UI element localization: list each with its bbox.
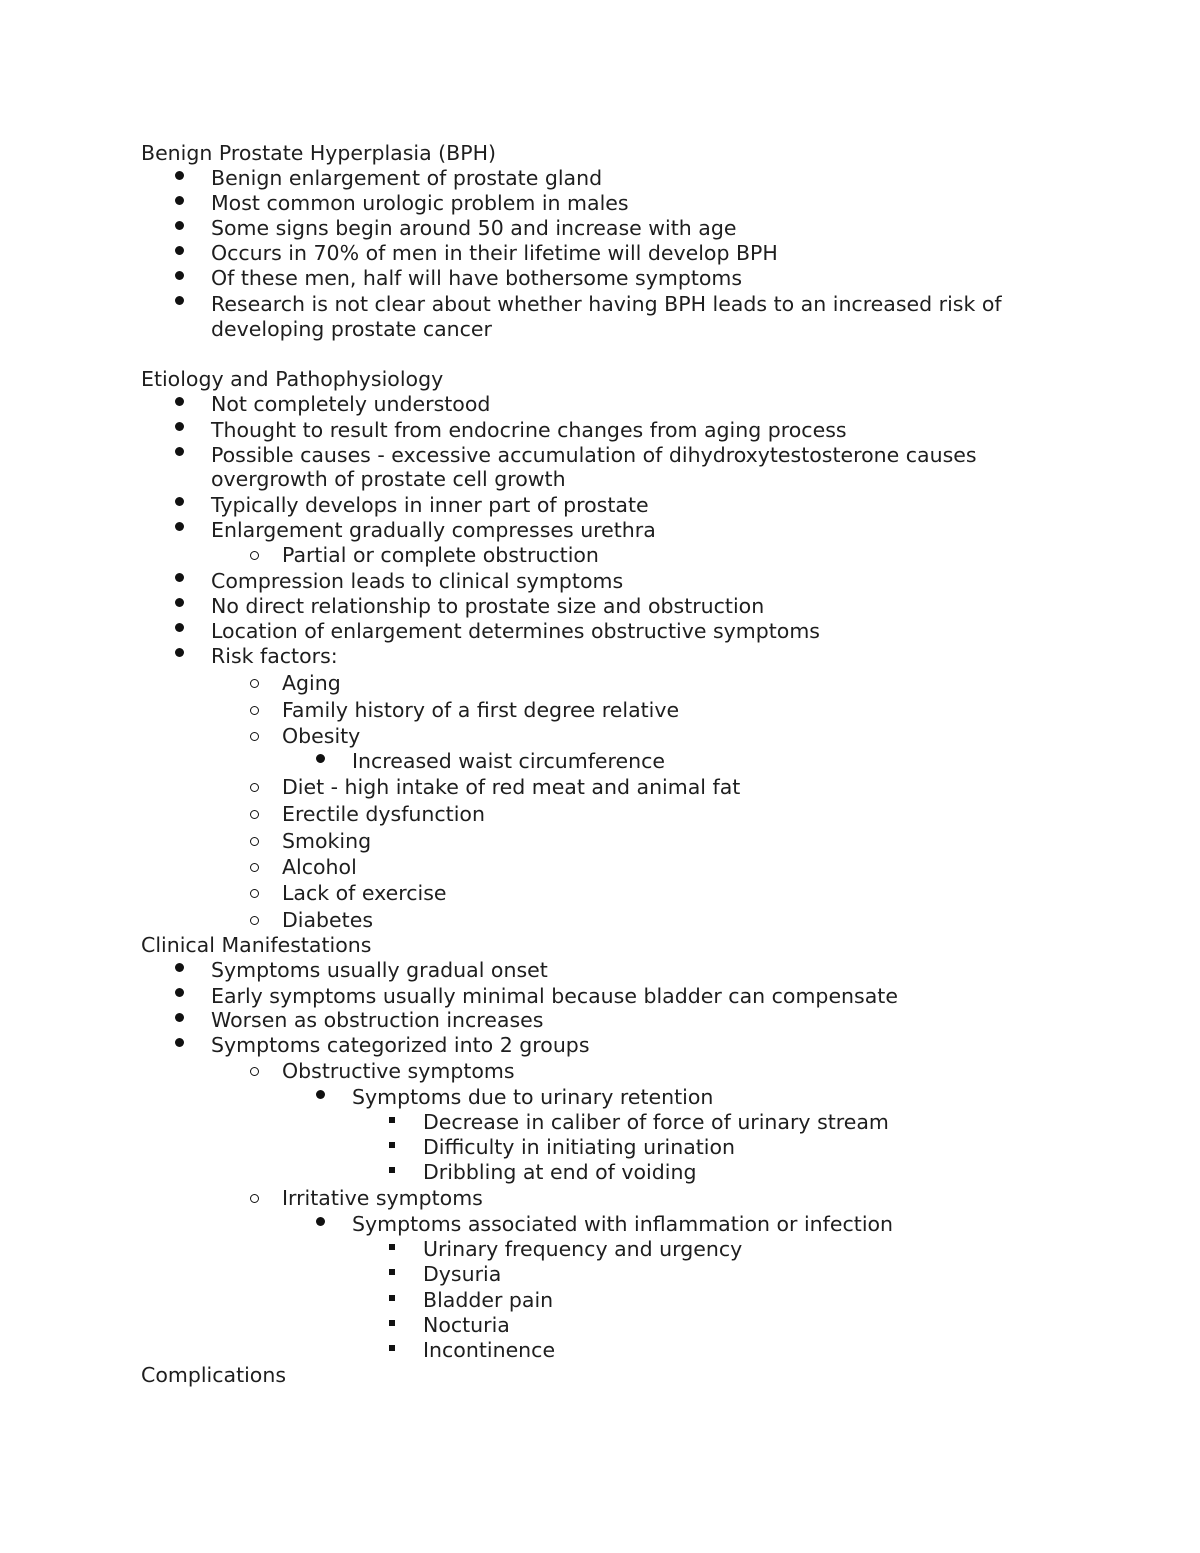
bullet-disc bbox=[175, 422, 184, 431]
bullet-disc bbox=[175, 246, 184, 255]
section-heading-etiology: Etiology and Pathophysiology bbox=[141, 367, 444, 391]
bullet-disc bbox=[175, 623, 184, 632]
list-item: Incontinence bbox=[423, 1338, 556, 1362]
bullet-circle bbox=[250, 810, 259, 819]
bullet-circle bbox=[250, 863, 259, 872]
list-item: Location of enlargement determines obstructive symptoms bbox=[211, 619, 820, 643]
section-heading-clinical: Clinical Manifestations bbox=[141, 933, 372, 957]
list-item: Diet - high intake of red meat and animal fat bbox=[282, 775, 741, 799]
list-item: Compression leads to clinical symptoms bbox=[211, 569, 624, 593]
list-item: Thought to result from endocrine changes from aging process bbox=[211, 418, 847, 442]
bullet-disc bbox=[175, 171, 184, 180]
list-item: Increased waist circumference bbox=[352, 749, 666, 773]
list-item: Obesity bbox=[282, 724, 361, 748]
bullet-disc bbox=[175, 963, 184, 972]
list-item: Enlargement gradually compresses urethra bbox=[211, 518, 656, 542]
bullet-circle bbox=[250, 706, 259, 715]
list-item: Research is not clear about whether having BPH leads to an increased risk of bbox=[211, 292, 1002, 316]
list-item-continuation: overgrowth of prostate cell growth bbox=[211, 467, 566, 491]
list-item: Early symptoms usually minimal because bladder can compensate bbox=[211, 984, 898, 1008]
bullet-square bbox=[389, 1167, 395, 1173]
bullet-disc bbox=[175, 598, 184, 607]
list-item: Risk factors: bbox=[211, 644, 338, 668]
bullet-disc bbox=[316, 754, 325, 763]
bullet-disc bbox=[175, 1013, 184, 1022]
bullet-circle bbox=[250, 1067, 259, 1076]
bullet-square bbox=[389, 1117, 395, 1123]
bullet-square bbox=[389, 1244, 395, 1250]
bullet-disc bbox=[175, 522, 184, 531]
bullet-circle bbox=[250, 1194, 259, 1203]
bullet-disc bbox=[175, 447, 184, 456]
list-item: Of these men, half will have bothersome symptoms bbox=[211, 266, 743, 290]
list-item: Decrease in caliber of force of urinary stream bbox=[423, 1110, 889, 1134]
bullet-disc bbox=[175, 988, 184, 997]
bullet-circle bbox=[250, 916, 259, 925]
list-item: Family history of a first degree relative bbox=[282, 698, 680, 722]
list-item: Symptoms usually gradual onset bbox=[211, 958, 548, 982]
list-item: Erectile dysfunction bbox=[282, 802, 485, 826]
section-heading-complications: Complications bbox=[141, 1363, 287, 1387]
list-item: Most common urologic problem in males bbox=[211, 191, 629, 215]
list-item: Dysuria bbox=[423, 1262, 502, 1286]
list-item: Benign enlargement of prostate gland bbox=[211, 166, 603, 190]
list-item: Irritative symptoms bbox=[282, 1186, 483, 1210]
bullet-circle bbox=[250, 837, 259, 846]
list-item: Symptoms due to urinary retention bbox=[352, 1085, 714, 1109]
bullet-disc bbox=[175, 573, 184, 582]
list-item: Possible causes - excessive accumulation of dihydroxytestosterone causes bbox=[211, 443, 977, 467]
bullet-circle bbox=[250, 889, 259, 898]
list-item: Symptoms categorized into 2 groups bbox=[211, 1033, 590, 1057]
bullet-circle bbox=[250, 551, 259, 560]
bullet-disc bbox=[175, 497, 184, 506]
bullet-disc bbox=[175, 196, 184, 205]
list-item: Worsen as obstruction increases bbox=[211, 1008, 544, 1032]
list-item: Obstructive symptoms bbox=[282, 1059, 515, 1083]
list-item: Alcohol bbox=[282, 855, 357, 879]
list-item: No direct relationship to prostate size and obstruction bbox=[211, 594, 765, 618]
bullet-circle bbox=[250, 732, 259, 741]
bullet-disc bbox=[175, 648, 184, 657]
bullet-square bbox=[389, 1345, 395, 1351]
list-item: Urinary frequency and urgency bbox=[423, 1237, 743, 1261]
list-item: Lack of exercise bbox=[282, 881, 447, 905]
bullet-disc bbox=[175, 397, 184, 406]
bullet-disc bbox=[175, 296, 184, 305]
list-item: Diabetes bbox=[282, 908, 373, 932]
bullet-square bbox=[389, 1295, 395, 1301]
bullet-circle bbox=[250, 679, 259, 688]
bullet-circle bbox=[250, 783, 259, 792]
bullet-disc bbox=[316, 1217, 325, 1226]
bullet-square bbox=[389, 1142, 395, 1148]
bullet-disc bbox=[175, 221, 184, 230]
list-item: Smoking bbox=[282, 829, 372, 853]
list-item: Aging bbox=[282, 671, 341, 695]
bullet-square bbox=[389, 1269, 395, 1275]
section-heading-bph: Benign Prostate Hyperplasia (BPH) bbox=[141, 141, 497, 165]
list-item: Bladder pain bbox=[423, 1288, 554, 1312]
bullet-square bbox=[389, 1320, 395, 1326]
list-item: Some signs begin around 50 and increase with age bbox=[211, 216, 737, 240]
bullet-disc bbox=[175, 1038, 184, 1047]
list-item: Difficulty in initiating urination bbox=[423, 1135, 736, 1159]
list-item: Partial or complete obstruction bbox=[282, 543, 599, 567]
bullet-disc bbox=[316, 1090, 325, 1099]
list-item: Symptoms associated with inflammation or infection bbox=[352, 1212, 894, 1236]
list-item: Typically develops in inner part of prostate bbox=[211, 493, 649, 517]
list-item: Nocturia bbox=[423, 1313, 510, 1337]
list-item: Occurs in 70% of men in their lifetime will develop BPH bbox=[211, 241, 778, 265]
list-item-continuation: developing prostate cancer bbox=[211, 317, 492, 341]
list-item: Dribbling at end of voiding bbox=[423, 1160, 697, 1184]
list-item: Not completely understood bbox=[211, 392, 491, 416]
bullet-disc bbox=[175, 271, 184, 280]
